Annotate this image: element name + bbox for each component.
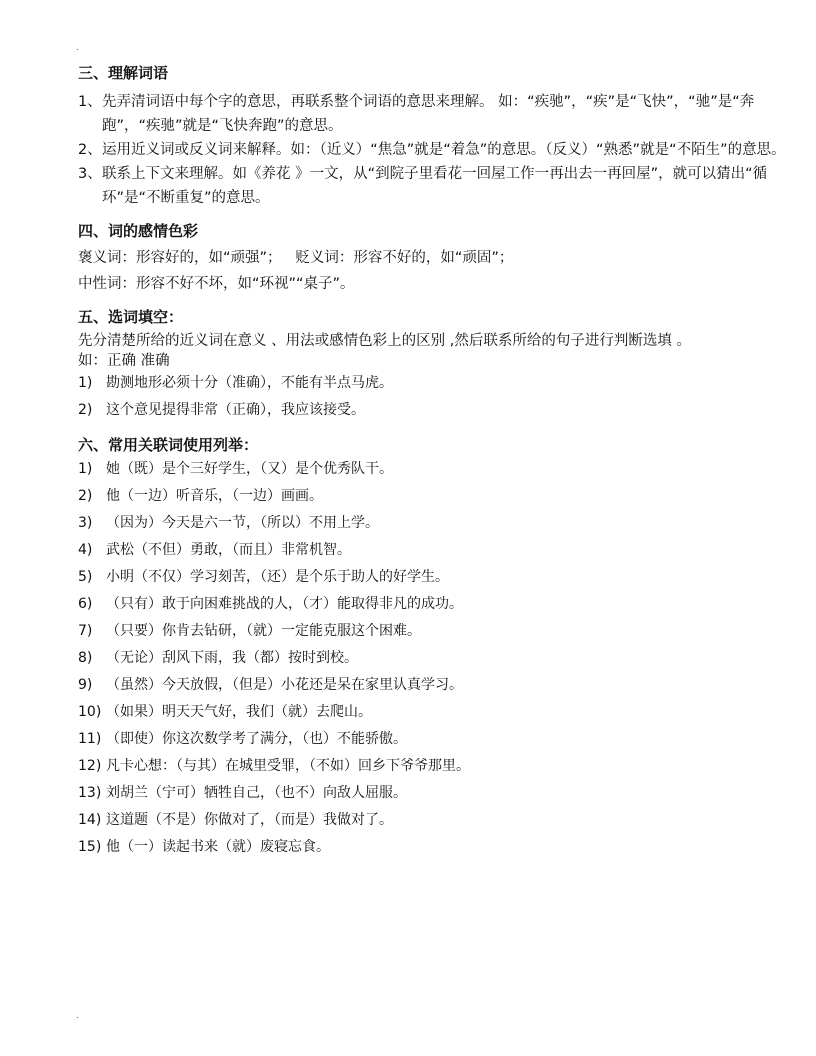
section6-item-15 <box>78 834 788 861</box>
item-number: 1) <box>78 461 93 477</box>
item-text: 他（一）读起书来（就）废寝忘食。 <box>106 839 330 855</box>
item-text: （即使）你这次数学考了满分，（也）不能骄傲。 <box>106 731 407 747</box>
item-text: 勘测地形必须十分（准确），不能有半点马虎。 <box>106 375 393 391</box>
section6-item-3 <box>78 510 788 537</box>
section6-list <box>78 456 788 861</box>
item-text: （因为）今天是六一节，（所以）不用上学。 <box>106 515 379 531</box>
item-number: 4) <box>78 542 93 558</box>
section6-item-14 <box>78 807 788 834</box>
section4-title: 四、词的感情色彩 <box>78 222 199 240</box>
section4-line-1: 褒义词：形容好的，如“顽强”； 贬义词：形容不好的，如“顽固”； <box>78 250 514 266</box>
section6-item-12 <box>78 753 788 780</box>
item-number: 6) <box>78 596 93 612</box>
section5-example: 如：正确 准确 <box>78 353 170 369</box>
item-number: 12) <box>78 758 102 774</box>
item-number: 2、 <box>78 142 102 158</box>
item-text: 刘胡兰（宁可）牺牲自己，（也不）向敌人屈服。 <box>106 785 407 801</box>
section6-item-1 <box>78 456 788 483</box>
section6-item-4 <box>78 537 788 564</box>
section6-item-8 <box>78 645 788 672</box>
section5-intro: 先分清楚所给的近义词在意义 、用法或感情色彩上的区别 ,然后联系所给的句子进行判断选填 。 <box>78 333 691 349</box>
item-number: 13) <box>78 785 102 801</box>
item-number: 15) <box>78 839 102 855</box>
item-text: （无论）刮风下雨，我（都）按时到校。 <box>106 650 358 666</box>
section6-item-6 <box>78 591 788 618</box>
section6-item-13 <box>78 780 788 807</box>
item-text: （只有）敢于向困难挑战的人，（才）能取得非凡的成功。 <box>106 596 463 612</box>
item-number: 2) <box>78 402 93 418</box>
item-text: 这道题（不是）你做对了，（而是）我做对了。 <box>106 812 393 828</box>
document-content <box>78 62 788 861</box>
item-number: 3、 <box>78 166 102 182</box>
item-text: 这个意见提得非常（正确），我应该接受。 <box>106 402 365 418</box>
item-text: （如果）明天天气好，我们（就）去爬山。 <box>106 704 372 720</box>
item-number: 8) <box>78 650 93 666</box>
item-text: （虽然）今天放假，（但是）小花还是呆在家里认真学习。 <box>106 677 463 693</box>
section6-item-10 <box>78 699 788 726</box>
section4-line-2: 中性词：形容不好不坏，如“环视”“桌子”。 <box>78 276 355 292</box>
item-number: 2) <box>78 488 93 504</box>
item-number: 5) <box>78 569 93 585</box>
item-text: 先弄清词语中每个字的意思，再联系整个词语的意思来理解。 如：“疾驰”，“疾”是“飞快”，“驰”是“奔跑”，“疾驰”就是“飞快奔跑”的意思。 <box>102 94 755 134</box>
item-text: 武松（不但）勇敢，（而且）非常机智。 <box>106 542 351 558</box>
section5-title: 五、选词填空： <box>78 308 184 326</box>
bottom-dot-mark: . <box>76 1011 79 1020</box>
item-number: 7) <box>78 623 93 639</box>
section6-item-7 <box>78 618 788 645</box>
section6-item-9 <box>78 672 788 699</box>
item-text: 运用近义词或反义词来解释。如：（近义）“焦急”就是“着急”的意思。（反义）“熟悉”就是“不陌生”的意思。 <box>102 142 786 158</box>
item-text: 他（一边）听音乐，（一边）画画。 <box>106 488 323 504</box>
item-number: 3) <box>78 515 93 531</box>
section3-title: 三、理解词语 <box>78 64 169 82</box>
section5-item-2 <box>78 397 788 424</box>
item-text: 凡卡心想：（与其）在城里受罪，（不如）回乡下爷爷那里。 <box>106 758 470 774</box>
item-text: 她（既）是个三好学生，（又）是个优秀队干。 <box>106 461 393 477</box>
item-text: （只要）你肯去钻研，（就）一定能克服这个困难。 <box>106 623 421 639</box>
section6-item-5 <box>78 564 788 591</box>
item-number: 9) <box>78 677 93 693</box>
section6-title: 六、常用关联词使用列举： <box>78 436 259 454</box>
section3-item-1 <box>78 90 788 138</box>
item-text: 联系上下文来理解。如《养花 》一文，从“到院子里看花一回屋工作一再出去一再回屋”，就可以猜出“循环”是“不断重复”的意思。 <box>102 166 768 206</box>
top-dot-mark: . <box>76 43 79 52</box>
item-number: 1) <box>78 375 93 391</box>
section6-item-2 <box>78 483 788 510</box>
section3-item-3 <box>78 162 788 210</box>
item-number: 11) <box>78 731 102 747</box>
section5-item-1 <box>78 370 788 397</box>
section3-item-2 <box>78 138 788 162</box>
item-number: 10) <box>78 704 102 720</box>
section6-item-11 <box>78 726 788 753</box>
item-number: 1、 <box>78 94 102 110</box>
item-number: 14) <box>78 812 102 828</box>
item-text: 小明（不仅）学习刻苦，（还）是个乐于助人的好学生。 <box>106 569 449 585</box>
